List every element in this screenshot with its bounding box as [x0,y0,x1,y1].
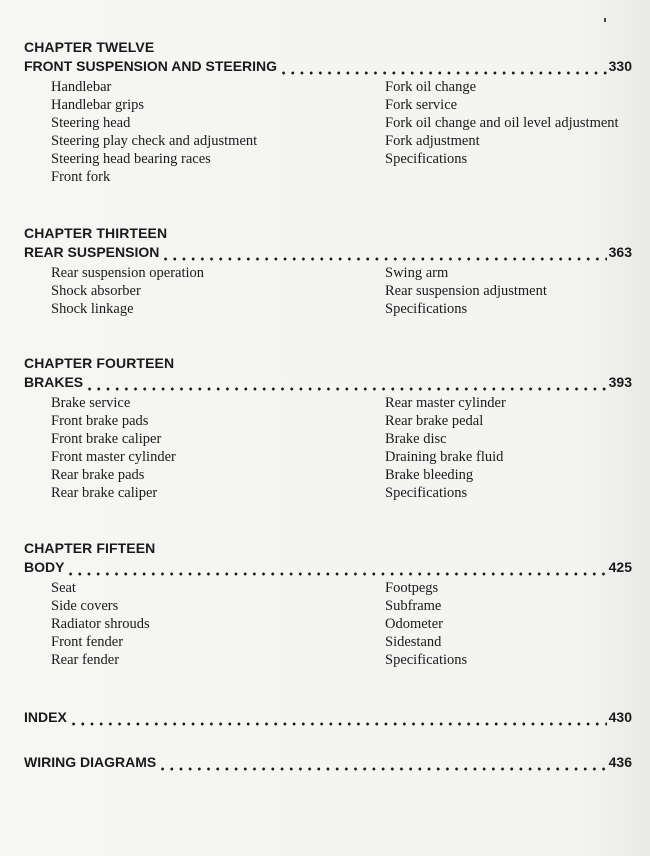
topic-item: Brake service [51,395,131,411]
topic-item: Rear suspension adjustment [385,283,547,299]
topic-item: Brake bleeding [385,467,474,483]
wiring-diagrams-entry[interactable] [24,753,632,772]
chapter-page-number: 330 [608,58,632,74]
chapter-heading: CHAPTER FOURTEEN [24,355,175,371]
chapter-page-number: 363 [608,244,632,260]
index-page: 430 [608,709,632,725]
topic-item: Rear brake pads [51,467,145,483]
topic-item: Radiator shrouds [51,616,150,632]
topic-columns [24,394,632,502]
chapter-title-row[interactable] [24,373,632,392]
topic-item: Front master cylinder [51,449,176,465]
chapter-heading: CHAPTER TWELVE [24,39,155,55]
topic-item: Specifications [385,301,468,317]
wiring-page: 436 [608,754,632,770]
dot-leader [85,373,607,392]
topic-item: Specifications [385,652,468,668]
chapter-fourteen [24,354,632,502]
topic-item: Fork adjustment [385,133,480,149]
topic-item: Subframe [385,598,442,614]
chapter-title: FRONT SUSPENSION AND STEERING [24,58,278,74]
topic-item: Seat [51,580,76,596]
topic-item: Handlebar grips [51,97,145,113]
dot-leader [66,558,606,577]
topic-columns [24,579,632,669]
index-title: INDEX [24,709,67,725]
topic-item: Shock linkage [51,301,134,317]
chapter-title-row[interactable] [24,558,632,577]
topic-item: Odometer [385,616,443,632]
dot-leader [158,753,606,772]
index-entry[interactable] [24,708,632,727]
topic-column-left [51,394,176,502]
chapter-page-number: 393 [608,374,632,390]
chapter-heading: CHAPTER THIRTEEN [24,225,168,241]
topic-item: Rear brake caliper [51,485,158,501]
topic-column-right [385,394,506,502]
topic-item: Fork service [385,97,458,113]
topic-item: Footpegs [385,580,439,596]
topic-item: Handlebar [51,79,112,95]
chapter-title-row[interactable] [24,57,632,76]
topic-column-left [51,78,257,186]
topic-item: Specifications [385,151,468,167]
chapter-twelve [24,38,632,186]
chapter-title: BRAKES [24,374,84,390]
topic-item: Swing arm [385,265,449,281]
topic-item: Fork oil change and oil level adjustment [385,115,619,131]
chapter-heading: CHAPTER FIFTEEN [24,540,156,556]
topic-item: Fork oil change [385,79,477,95]
chapter-page-number: 425 [608,559,632,575]
topic-item: Rear brake pedal [385,413,484,429]
topic-item: Steering head bearing races [51,151,211,167]
topic-item: Steering head [51,115,131,131]
topic-columns [24,78,632,186]
topic-item: Front brake pads [51,413,149,429]
topic-item: Steering play check and adjustment [51,133,258,149]
topic-item: Brake disc [385,431,447,447]
dot-leader [161,243,606,262]
topic-item: Specifications [385,485,468,501]
topic-item: Sidestand [385,634,442,650]
chapter-thirteen [24,224,632,318]
topic-item: Front fork [51,169,111,185]
chapter-title: REAR SUSPENSION [24,244,160,260]
topic-item: Draining brake fluid [385,449,504,465]
topic-column-left [51,579,150,669]
topic-item: Rear master cylinder [385,395,506,411]
page-mark [604,18,606,22]
dot-leader [279,57,607,76]
wiring-title: WIRING DIAGRAMS [24,754,157,770]
chapter-title: BODY [24,559,65,575]
topic-column-right [385,579,467,669]
topic-columns [24,264,632,318]
chapter-title-row[interactable] [24,243,632,262]
topic-item: Side covers [51,598,119,614]
dot-leader [69,708,607,727]
topic-column-right [385,264,547,318]
topic-item: Front brake caliper [51,431,162,447]
topic-item: Rear fender [51,652,120,668]
chapter-fifteen [24,539,632,669]
topic-column-left [51,264,204,318]
topic-item: Shock absorber [51,283,141,299]
topic-item: Rear suspension operation [51,265,205,281]
topic-column-right [385,78,619,168]
topic-item: Front fender [51,634,124,650]
